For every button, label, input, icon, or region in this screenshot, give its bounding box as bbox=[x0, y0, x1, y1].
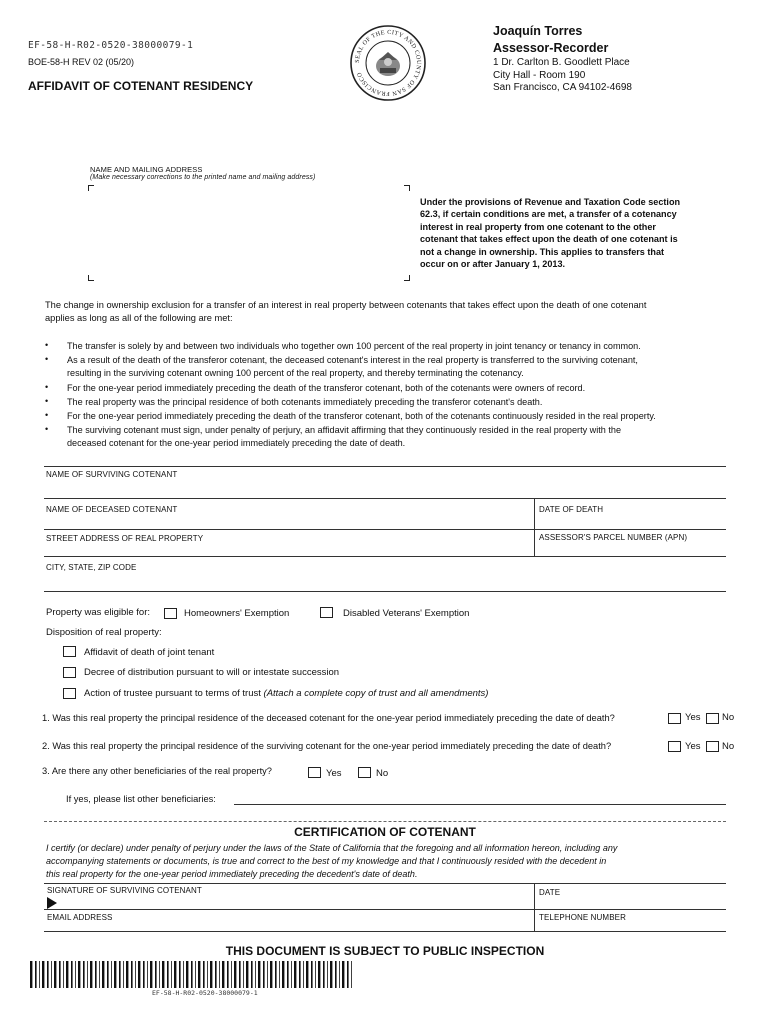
deceased-cotenant-field[interactable] bbox=[44, 514, 534, 528]
city-state-zip-label: CITY, STATE, ZIP CODE bbox=[46, 563, 137, 572]
assessor-title: Assessor-Recorder bbox=[493, 41, 609, 55]
divider bbox=[44, 498, 726, 499]
surviving-cotenant-field[interactable] bbox=[44, 480, 726, 496]
question-2: 2. Was this real property the principal residence of the surviving cotenant for the one-year period immediately preceding the date of death? bbox=[42, 741, 612, 751]
assessor-address-line-1: 1 Dr. Carlton B. Goodlett Place bbox=[493, 57, 630, 68]
assessor-address-line-3: San Francisco, CA 94102-4698 bbox=[493, 82, 632, 93]
street-address-label: STREET ADDRESS OF REAL PROPERTY bbox=[46, 534, 204, 543]
divider bbox=[44, 931, 726, 932]
divider bbox=[44, 466, 726, 467]
provision-line: cotenant that takes effect upon the death of one cotenant is bbox=[420, 234, 678, 245]
divider bbox=[44, 883, 726, 884]
deceased-cotenant-label: NAME OF DECEASED COTENANT bbox=[46, 505, 178, 514]
provision-text bbox=[420, 196, 680, 270]
question-3-no-label: No bbox=[376, 768, 389, 779]
telephone-field[interactable] bbox=[536, 920, 726, 930]
question-1: 1. Was this real property the principal residence of the deceased cotenant for the one-year period immediately preceding the date of death? bbox=[42, 713, 615, 723]
mailing-address-note: (Make necessary corrections to the printed name and mailing address) bbox=[90, 174, 316, 181]
affidavit-joint-tenant-checkbox[interactable] bbox=[63, 646, 76, 657]
mailing-address-area[interactable] bbox=[88, 185, 410, 281]
street-address-field[interactable] bbox=[44, 543, 534, 556]
trustee-action-note: (Attach a complete copy of trust and all amendments) bbox=[263, 688, 489, 699]
bullet-marker: • bbox=[45, 354, 49, 364]
email-label: EMAIL ADDRESS bbox=[47, 913, 113, 922]
sign-here-arrow-icon bbox=[46, 896, 58, 910]
assessor-name: Joaquín Torres bbox=[493, 24, 583, 38]
surviving-cotenant-label: NAME OF SURVIVING COTENANT bbox=[46, 470, 178, 479]
certification-line: accompanying statements or documents, is true and correct to the best of my knowledge and that I continuously resided with the decedent in bbox=[46, 856, 607, 866]
certification-line: this real property for the one-year period immediately preceding the decedent's date of death. bbox=[46, 869, 418, 879]
provision-line: Under the provisions of Revenue and Taxation Code section bbox=[420, 197, 681, 207]
question-2-yes-checkbox[interactable] bbox=[668, 741, 681, 752]
decree-distribution-checkbox[interactable] bbox=[63, 667, 76, 678]
affidavit-joint-tenant-label: Affidavit of death of joint tenant bbox=[84, 647, 215, 658]
question-1-no-label: No bbox=[722, 712, 735, 723]
divider bbox=[44, 909, 726, 910]
question-1-yes-checkbox[interactable] bbox=[668, 713, 681, 724]
public-inspection-notice: THIS DOCUMENT IS SUBJECT TO PUBLIC INSPECTION bbox=[225, 944, 545, 958]
trustee-action-label bbox=[84, 688, 488, 699]
provision-line: interest in real property from one cotenant to the other bbox=[420, 221, 656, 232]
provision-line: occur on or after January 1, 2013. bbox=[420, 259, 566, 270]
intro-text bbox=[45, 299, 646, 325]
certification-line: I certify (or declare) under penalty of perjury under the laws of the State of California that the foregoing and all information hereon, including any bbox=[46, 843, 618, 853]
assessor-address-line-2: City Hall - Room 190 bbox=[493, 70, 586, 81]
other-beneficiaries-field[interactable] bbox=[234, 790, 726, 805]
signature-field[interactable] bbox=[62, 895, 532, 909]
condition-item: For the one-year period immediately preceding the death of the transferor cotenant, both of the cotenants were owners of record. bbox=[67, 383, 586, 393]
question-3-no-checkbox[interactable] bbox=[358, 767, 371, 778]
question-2-no-label: No bbox=[722, 741, 735, 752]
disabled-veterans-exemption-label: Disabled Veterans' Exemption bbox=[343, 608, 470, 619]
trustee-action-text: Action of trustee pursuant to terms of trust bbox=[84, 688, 261, 699]
barcode-caption: EF-58-H-R02-0520-38000079-1 bbox=[152, 989, 258, 997]
disabled-veterans-exemption-checkbox[interactable] bbox=[320, 607, 333, 618]
question-3-yes-label: Yes bbox=[326, 768, 342, 779]
condition-item: As a result of the death of the transferor cotenant, the deceased cotenant's interest in the real property is transferred to the surviving cotenant, resulting in the surviving cotenant owning 100 percent of the real property, and thereby terminating the cotenancy. bbox=[67, 355, 638, 378]
intro-line: applies as long as all of the following are met: bbox=[45, 313, 233, 323]
certification-title: CERTIFICATION OF COTENANT bbox=[294, 825, 476, 839]
homeowners-exemption-checkbox[interactable] bbox=[164, 608, 177, 619]
condition-item: The real property was the principal residence of both cotenants immediately preceding the transferor cotenant's death. bbox=[67, 397, 543, 407]
divider bbox=[44, 821, 726, 822]
provision-line: not a change in ownership. This applies to transfers that bbox=[420, 246, 665, 257]
divider bbox=[44, 556, 726, 557]
email-field[interactable] bbox=[44, 920, 532, 930]
question-1-no-checkbox[interactable] bbox=[706, 713, 719, 724]
form-code: EF-58-H-R02-0520-38000079-1 bbox=[28, 40, 194, 51]
bullet-marker: • bbox=[45, 340, 49, 350]
provision-line: 62.3, if certain conditions are met, a transfer of a cotenancy bbox=[420, 209, 677, 220]
date-label: DATE bbox=[539, 888, 561, 897]
condition-item: For the one-year period immediately preceding the death of the transferor cotenant, both of the cotenants continuously resided in the real property. bbox=[67, 411, 656, 421]
homeowners-exemption-label: Homeowners' Exemption bbox=[184, 608, 290, 619]
city-seal-icon bbox=[349, 24, 427, 102]
question-2-no-checkbox[interactable] bbox=[706, 741, 719, 752]
eligibility-label: Property was eligible for: bbox=[46, 607, 151, 618]
svg-text:SEAL OF THE CITY AND COUNTY OF: SEAL OF THE CITY AND COUNTY OF SAN FRANCISCO bbox=[353, 28, 423, 98]
date-of-death-field[interactable] bbox=[536, 514, 726, 528]
apn-label: ASSESSOR'S PARCEL NUMBER (APN) bbox=[539, 533, 688, 542]
trustee-action-checkbox[interactable] bbox=[63, 688, 76, 699]
question-2-yes-label: Yes bbox=[685, 741, 701, 752]
barcode-icon bbox=[28, 961, 358, 988]
telephone-label: TELEPHONE NUMBER bbox=[539, 913, 626, 922]
divider bbox=[44, 591, 726, 592]
form-revision: BOE-58-H REV 02 (05/20) bbox=[28, 57, 135, 67]
condition-item: The transfer is solely by and between two individuals who together own 100 percent of the real property in joint tenancy or tenancy in common. bbox=[67, 341, 641, 351]
bullet-marker: • bbox=[45, 410, 49, 420]
question-3-yes-checkbox[interactable] bbox=[308, 767, 321, 778]
bullet-marker: • bbox=[45, 382, 49, 392]
bullet-marker: • bbox=[45, 424, 49, 434]
date-field[interactable] bbox=[536, 897, 726, 909]
certification-text bbox=[46, 842, 617, 881]
divider bbox=[44, 529, 726, 530]
question-3: 3. Are there any other beneficiaries of the real property? bbox=[42, 766, 272, 776]
signature-label: SIGNATURE OF SURVIVING COTENANT bbox=[47, 886, 202, 895]
form-title: AFFIDAVIT OF COTENANT RESIDENCY bbox=[28, 79, 254, 93]
city-state-zip-field[interactable] bbox=[44, 573, 726, 589]
intro-line: The change in ownership exclusion for a transfer of an interest in real property between cotenants that takes effect upon the death of one cotenant bbox=[45, 300, 647, 310]
date-of-death-label: DATE OF DEATH bbox=[539, 505, 604, 514]
decree-distribution-label: Decree of distribution pursuant to will or intestate succession bbox=[84, 667, 340, 678]
mailing-address-label: NAME AND MAILING ADDRESS bbox=[90, 165, 203, 174]
divider bbox=[534, 883, 535, 931]
other-beneficiaries-label: If yes, please list other beneficiaries: bbox=[66, 794, 216, 804]
apn-field[interactable] bbox=[536, 543, 726, 556]
bullet-marker: • bbox=[45, 396, 49, 406]
question-1-yes-label: Yes bbox=[685, 712, 701, 723]
disposition-label: Disposition of real property: bbox=[46, 627, 162, 638]
condition-item: The surviving cotenant must sign, under penalty of perjury, an affidavit affirming that they continuously resided in the real property with the deceased cotenant for the one-year period immediately preceding the date of death. bbox=[67, 425, 622, 448]
divider bbox=[534, 498, 535, 556]
